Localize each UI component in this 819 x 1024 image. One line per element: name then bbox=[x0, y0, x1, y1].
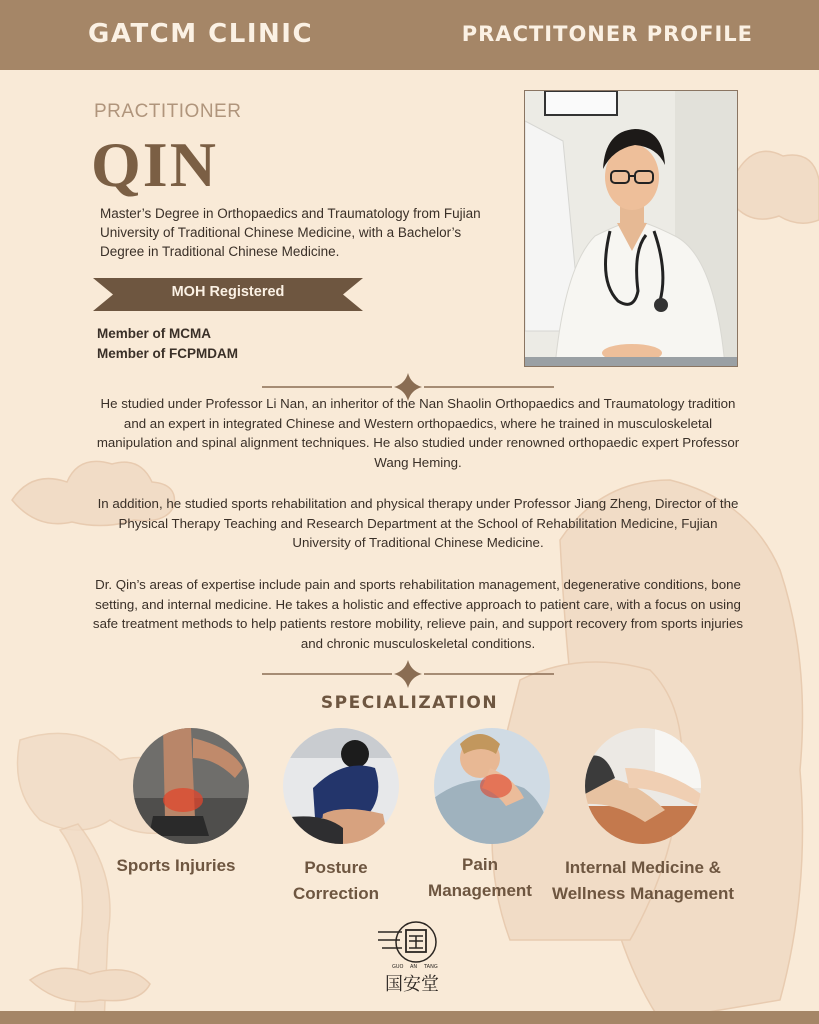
logo-romanization-an: AN bbox=[410, 964, 418, 970]
logo-chinese-name: 国安堂 bbox=[385, 974, 439, 995]
membership-fcpmdam: Member of FCPMDAM bbox=[97, 346, 238, 361]
posture-correction-image bbox=[283, 728, 399, 844]
logo-romanization-guo: GUO bbox=[392, 964, 404, 970]
membership-mcma: Member of MCMA bbox=[97, 326, 211, 341]
specialization-pain-management bbox=[416, 852, 544, 904]
pain-management-image bbox=[434, 728, 550, 844]
guo-an-tang-logo bbox=[372, 918, 452, 1000]
spec-label-line: Correction bbox=[293, 884, 379, 903]
clinic-name: GATCM CLINIC bbox=[88, 19, 314, 49]
specialization-posture-correction bbox=[256, 855, 416, 907]
page-label: PRACTITONER PROFILE bbox=[461, 22, 753, 46]
practitioner-photo bbox=[524, 90, 738, 367]
bio-paragraph-2: In addition, he studied sports rehabilitation and physical therapy under Professor Jiang Zheng, Director of the Physical Therapy Teaching and Research Department at the School of Rehabilitation Medicine, Fujian University of Traditional Chinese Medicine. bbox=[97, 496, 739, 550]
spec-label-line: Posture bbox=[304, 858, 368, 877]
internal-medicine-image bbox=[585, 728, 701, 844]
specialization-internal-medicine bbox=[540, 855, 746, 907]
ornament-divider-bottom bbox=[262, 660, 554, 688]
practitioner-degree: Master’s Degree in Orthopaedics and Traumatology from Fujian University of Traditional Chinese Medicine, with a Bachelor’s Degree in Traditional Chinese Medicine. bbox=[100, 206, 481, 259]
practitioner-name: QIN bbox=[91, 129, 218, 200]
practitioner-role: PRACTITIONER bbox=[94, 101, 242, 122]
spec-label-line: Internal Medicine & bbox=[565, 858, 721, 877]
specialization-title: SPECIALIZATION bbox=[320, 693, 499, 713]
spec-label-line: Management bbox=[428, 881, 532, 900]
logo-romanization-tang: TANG bbox=[424, 964, 438, 970]
footer-bar bbox=[0, 1011, 819, 1024]
sports-injuries-image bbox=[133, 728, 249, 844]
bio-paragraph-3: Dr. Qin’s areas of expertise include pain and sports rehabilitation management, degenerative conditions, bone setting, and internal medicine. He takes a holistic and effective approach to patient care, with a focus on using safe treatment methods to help patients restore mobility, relieve pain, and support recovery from sports injuries and chronic musculoskeletal conditions. bbox=[92, 577, 744, 651]
registration-badge: MOH Registered bbox=[171, 284, 285, 300]
bio-paragraph-1: He studied under Professor Li Nan, an inheritor of the Nan Shaolin Orthopaedics and Traumatology tradition and an expert in integrated Chinese and Western orthopaedics, where he trained in musculoskeletal manipulation and spinal alignment techniques. He also studied under renowned orthopaedic expert Professor Wang Heming. bbox=[96, 396, 740, 470]
header-bar bbox=[0, 0, 819, 70]
spec-label-line: Pain bbox=[462, 855, 498, 874]
spec-label-line: Wellness Management bbox=[551, 884, 735, 903]
spec-label-line: Sports Injuries bbox=[116, 856, 236, 875]
specialization-sports-injuries bbox=[96, 853, 256, 879]
